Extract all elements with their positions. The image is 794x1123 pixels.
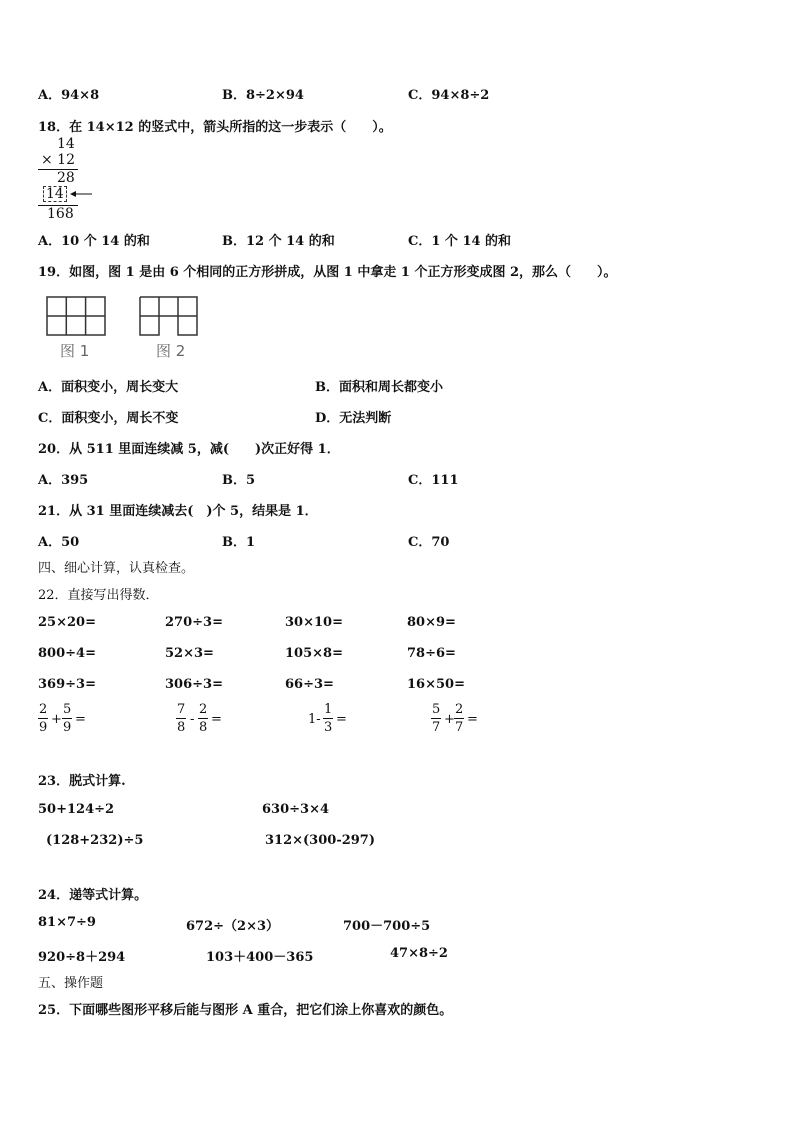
q24-expression-6: 47×8÷2 — [390, 946, 448, 961]
q22-fraction-expr-3: 1- 1 3 = — [308, 702, 347, 735]
q21-option-b: B．1 — [222, 535, 256, 550]
q22-item: 16×50= — [407, 677, 465, 692]
q22-stem: 22．直接写出得数． — [38, 588, 159, 603]
fraction: 5 7 — [432, 702, 441, 735]
fraction: 5 9 — [63, 702, 72, 735]
q22-fraction-expr-4: 5 7 + 2 7 = — [432, 702, 478, 735]
figure-1-label: 图 1 — [60, 342, 90, 360]
q20-option-a: A．395 — [38, 473, 89, 488]
q18-stem: 18．在 14×12 的竖式中，箭头所指的这一步表示（ ）。 — [38, 120, 392, 135]
vertical-partial-2-boxed: 14 — [43, 186, 67, 202]
q21-option-a: A．50 — [38, 535, 80, 550]
q18-option-a: A．10 个 14 的和 — [38, 234, 150, 249]
q22-item: 270÷3= — [165, 615, 223, 630]
q25-stem: 25．下面哪些图形平移后能与图形 A 重合，把它们涂上你喜欢的颜色。 — [38, 1003, 453, 1018]
figure-2-label: 图 2 — [156, 342, 186, 360]
q23-expression-2: 630÷3×4 — [262, 802, 330, 817]
vertical-multiplier: × 12 — [41, 152, 75, 168]
q18-option-b: B．12 个 14 的和 — [222, 234, 335, 249]
q22-item: 52×3= — [165, 646, 214, 661]
q22-item: 105×8= — [285, 646, 343, 661]
q19-stem: 19．如图，图 1 是由 6 个相同的正方形拼成，从图 1 中拿走 1 个正方形变成图 2，那么（ ）。 — [38, 265, 617, 280]
q23-expression-3: (128+232)÷5 — [46, 833, 144, 848]
q23-stem: 23．脱式计算. — [38, 774, 126, 789]
q22-fraction-expr-1: 2 9 + 5 9 = — [39, 702, 86, 735]
q23-expression-4: 312×(300-297) — [265, 833, 375, 848]
figure-2-grid — [140, 297, 197, 335]
fraction: 7 8 — [177, 702, 186, 735]
q20-stem: 20．从 511 里面连续减 5，减( )次正好得 1． — [38, 442, 340, 457]
q22-item: 30×10= — [285, 615, 343, 630]
q17-option-a: A．94×8 — [38, 88, 100, 103]
fraction: 2 9 — [39, 702, 48, 735]
q19-option-a: A．面积变小，周长变大 — [38, 380, 179, 395]
q17-option-b: B．8÷2×94 — [222, 88, 304, 103]
section-4-heading: 四、细心计算，认真检查。 — [38, 561, 195, 576]
fraction: 1 3 — [324, 702, 333, 735]
arrow-left-icon — [70, 189, 92, 199]
q22-fraction-expr-2: 7 8 - 2 8 = — [177, 702, 222, 735]
q22-item: 800÷4= — [38, 646, 96, 661]
fraction: 2 7 — [455, 702, 464, 735]
figure-1-grid — [47, 297, 105, 335]
q18-option-c: C．1 个 14 的和 — [408, 234, 512, 249]
q22-item: 25×20= — [38, 615, 96, 630]
vertical-partial-1: 28 — [57, 170, 75, 186]
q20-option-c: C．111 — [408, 473, 459, 488]
q22-item: 369÷3= — [38, 677, 96, 692]
vertical-result: 168 — [47, 206, 74, 222]
q20-option-b: B．5 — [222, 473, 256, 488]
q19-option-d: D．无法判断 — [315, 411, 392, 426]
q24-stem: 24．递等式计算。 — [38, 888, 148, 903]
q22-item: 306÷3= — [165, 677, 223, 692]
q21-stem: 21．从 31 里面连续减去( )个 5，结果是 1． — [38, 504, 318, 519]
q24-expression-5: 103＋400－365 — [206, 950, 314, 965]
q24-expression-3: 700－700÷5 — [343, 919, 431, 934]
q24-expression-1: 81×7÷9 — [38, 915, 96, 930]
fraction: 2 8 — [199, 702, 208, 735]
q24-expression-2: 672÷（2×3） — [186, 919, 280, 934]
q21-option-c: C．70 — [408, 535, 450, 550]
q23-expression-1: 50+124÷2 — [38, 802, 115, 817]
vertical-top: 14 — [57, 136, 75, 152]
section-5-heading: 五、操作题 — [38, 976, 104, 991]
q18-vertical-calculation — [36, 136, 96, 226]
q19-option-c: C．面积变小，周长不变 — [38, 411, 179, 426]
q22-item: 80×9= — [407, 615, 456, 630]
q17-option-c: C．94×8÷2 — [408, 88, 490, 103]
q19-option-b: B．面积和周长都变小 — [315, 380, 443, 395]
q24-expression-4: 920÷8＋294 — [38, 950, 126, 965]
q22-item: 66÷3= — [285, 677, 334, 692]
q22-item: 78÷6= — [407, 646, 456, 661]
